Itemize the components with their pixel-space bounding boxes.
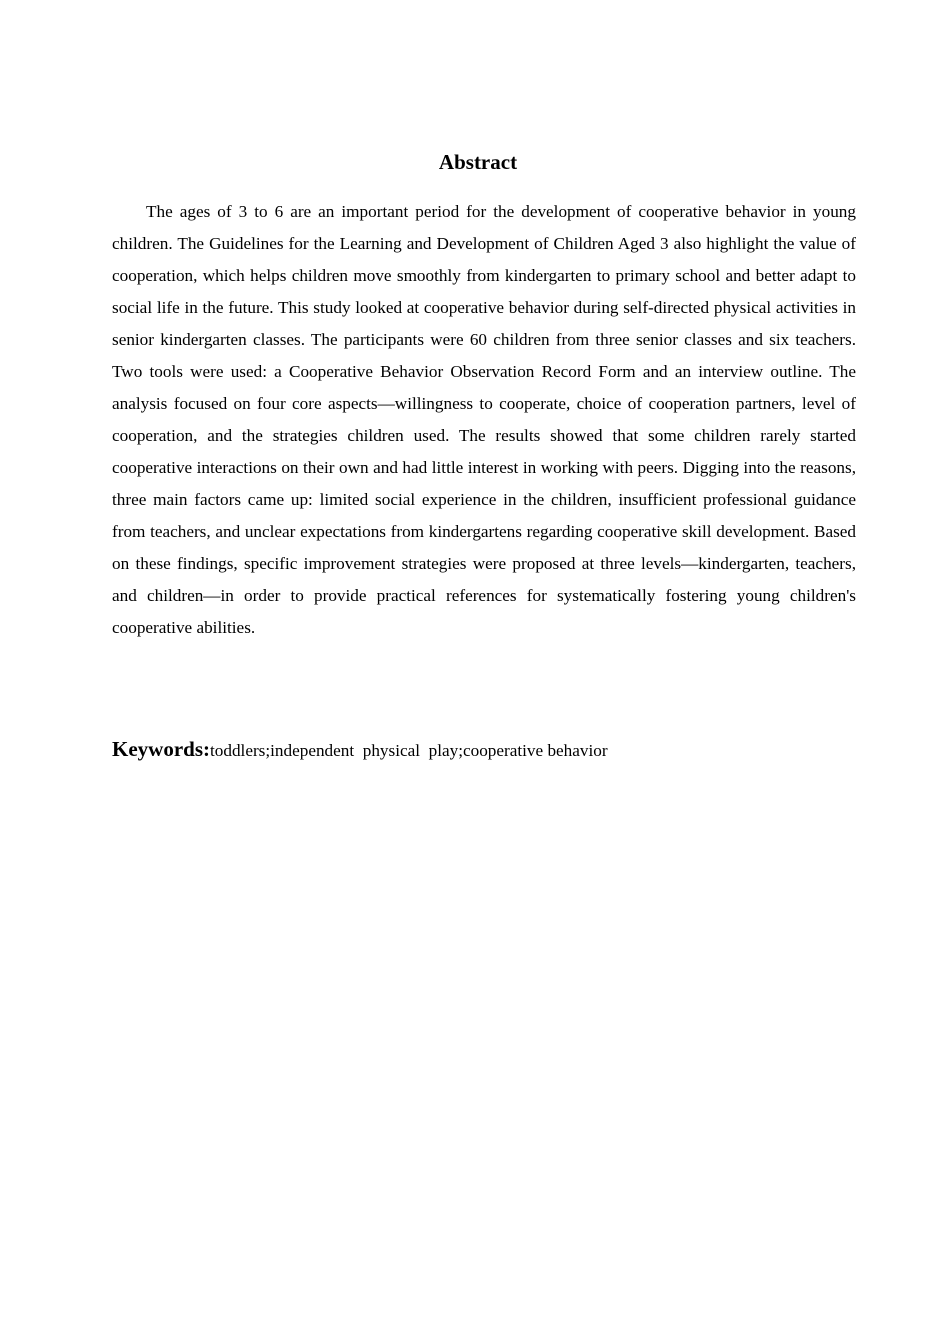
keywords-text: toddlers;independent physical play;cooperative behavior bbox=[210, 741, 608, 760]
keywords-line bbox=[112, 733, 856, 768]
abstract-heading: Abstract bbox=[438, 150, 518, 174]
keywords-label: Keywords: bbox=[112, 737, 210, 761]
abstract-paragraph: The ages of 3 to 6 are an important period for the development of cooperative behavior in young children. The Guidelines for the Learning and Development of Children Aged 3 also highlight the value of cooperation, which helps children move smoothly from kindergarten to primary school and better adapt to social life in the future. This study looked at cooperative behavior during self-directed physical activities in senior kindergarten classes. The participants were 60 children from three senior classes and six teachers. Two tools were used: a Cooperative Behavior Observation Record Form and an interview outline. The analysis focused on four core aspects—willingness to cooperate, choice of cooperation partners, level of cooperation, and the strategies children used. The results showed that some children rarely started cooperative interactions on their own and had little interest in working with peers. Digging into the reasons, three main factors came up: limited social experience in the children, insufficient professional guidance from teachers, and unclear expectations from kindergartens regarding cooperative skill development. Based on these findings, specific improvement strategies were proposed at three levels—kindergarten, teachers, and children—in order to provide practical references for systematically fostering young children's cooperative abilities. bbox=[112, 202, 856, 637]
